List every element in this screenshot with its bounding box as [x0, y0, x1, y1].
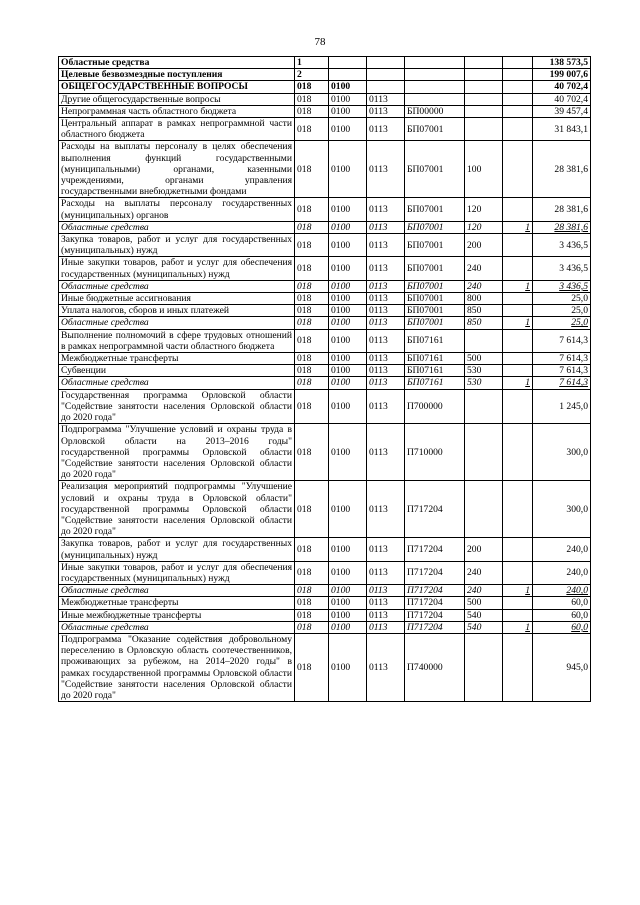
row-expense-type-cell: 200: [465, 234, 503, 257]
row-name-cell: Непрограммная часть областного бюджета: [59, 105, 295, 117]
row-expense-type-cell: 850: [465, 305, 503, 317]
row-expense-type-cell: [465, 389, 503, 424]
table-row: [59, 293, 591, 305]
row-expense-type-cell: [465, 118, 503, 141]
row-source-cell: 1: [503, 621, 533, 633]
row-target-article-cell: БП00000: [405, 105, 465, 117]
row-sum-cell: 28 381,6: [533, 141, 591, 198]
row-target-article-cell: П717204: [405, 597, 465, 609]
row-expense-type-cell: [465, 57, 503, 69]
table-row: [59, 353, 591, 365]
row-section-cell: 0100: [329, 481, 367, 538]
row-code-cell: 018: [295, 329, 329, 352]
row-code-cell: 018: [295, 633, 329, 701]
row-target-article-cell: П717204: [405, 621, 465, 633]
table-row: [59, 118, 591, 141]
row-source-cell: [503, 57, 533, 69]
row-name-cell: Областные средства: [59, 57, 295, 69]
row-code-cell: 018: [295, 377, 329, 389]
row-subsection-cell: 0113: [367, 118, 405, 141]
row-target-article-cell: БП07001: [405, 141, 465, 198]
row-sum-cell: 240,0: [533, 538, 591, 561]
row-target-article-cell: БП07001: [405, 257, 465, 280]
row-target-article-cell: [405, 81, 465, 93]
row-subsection-cell: [367, 81, 405, 93]
row-name-cell: Областные средства: [59, 280, 295, 292]
row-section-cell: 0100: [329, 329, 367, 352]
row-expense-type-cell: 800: [465, 293, 503, 305]
table-row: [59, 329, 591, 352]
row-target-article-cell: П717204: [405, 561, 465, 584]
row-source-cell: [503, 365, 533, 377]
row-code-cell: 018: [295, 221, 329, 233]
row-code-cell: 018: [295, 424, 329, 481]
table-row: [59, 597, 591, 609]
row-name-cell: Подпрограмма "Улучшение условий и охраны труда в Орловской области на 2013–2016 годы" государственной программы Орловской области "Содействие занятости населения Орловской области до 2020 года": [59, 424, 295, 481]
row-expense-type-cell: 850: [465, 317, 503, 329]
row-subsection-cell: 0113: [367, 389, 405, 424]
row-subsection-cell: 0113: [367, 353, 405, 365]
row-section-cell: 0100: [329, 118, 367, 141]
row-expense-type-cell: 530: [465, 377, 503, 389]
row-target-article-cell: П717204: [405, 609, 465, 621]
row-code-cell: 018: [295, 257, 329, 280]
row-expense-type-cell: [465, 329, 503, 352]
row-source-cell: [503, 353, 533, 365]
row-code-cell: 018: [295, 621, 329, 633]
table-row: [59, 221, 591, 233]
row-section-cell: [329, 57, 367, 69]
row-sum-cell: 3 436,5: [533, 280, 591, 292]
row-source-cell: [503, 257, 533, 280]
table-row: [59, 365, 591, 377]
row-name-cell: Иные закупки товаров, работ и услуг для обеспечения государственных (муниципальных) нужд: [59, 257, 295, 280]
row-code-cell: 1: [295, 57, 329, 69]
row-expense-type-cell: [465, 93, 503, 105]
row-name-cell: Подпрограмма "Оказание содействия добровольному переселению в Орловскую область соотечественников, проживающих за рубежом, на 2014–2020 годы" в рамках государственной программы Орловской области "Содействие занятости населения Орловской области до 2020 года": [59, 633, 295, 701]
row-target-article-cell: БП07001: [405, 317, 465, 329]
row-source-cell: [503, 105, 533, 117]
row-code-cell: 018: [295, 141, 329, 198]
row-code-cell: 018: [295, 353, 329, 365]
row-source-cell: 1: [503, 221, 533, 233]
table-row: [59, 317, 591, 329]
row-code-cell: 018: [295, 280, 329, 292]
row-section-cell: 0100: [329, 597, 367, 609]
row-expense-type-cell: 240: [465, 585, 503, 597]
table-row: [59, 257, 591, 280]
table-row: [59, 305, 591, 317]
budget-table-body: [59, 57, 591, 702]
row-section-cell: 0100: [329, 221, 367, 233]
row-target-article-cell: БП07001: [405, 280, 465, 292]
row-expense-type-cell: 540: [465, 621, 503, 633]
row-subsection-cell: 0113: [367, 257, 405, 280]
row-section-cell: 0100: [329, 234, 367, 257]
row-name-cell: Областные средства: [59, 221, 295, 233]
row-name-cell: Закупка товаров, работ и услуг для государственных (муниципальных) нужд: [59, 234, 295, 257]
table-row: [59, 621, 591, 633]
row-expense-type-cell: 120: [465, 221, 503, 233]
row-section-cell: 0100: [329, 389, 367, 424]
row-sum-cell: 7 614,3: [533, 377, 591, 389]
row-source-cell: [503, 329, 533, 352]
row-subsection-cell: 0113: [367, 105, 405, 117]
row-section-cell: 0100: [329, 609, 367, 621]
row-subsection-cell: 0113: [367, 280, 405, 292]
row-code-cell: 018: [295, 585, 329, 597]
row-source-cell: [503, 118, 533, 141]
row-code-cell: 2: [295, 69, 329, 81]
row-subsection-cell: 0113: [367, 538, 405, 561]
row-source-cell: [503, 93, 533, 105]
row-code-cell: 018: [295, 118, 329, 141]
table-row: [59, 141, 591, 198]
row-sum-cell: 60,0: [533, 597, 591, 609]
row-code-cell: 018: [295, 481, 329, 538]
row-subsection-cell: 0113: [367, 424, 405, 481]
table-row: [59, 609, 591, 621]
row-target-article-cell: БП07161: [405, 365, 465, 377]
row-subsection-cell: 0113: [367, 293, 405, 305]
row-subsection-cell: 0113: [367, 198, 405, 221]
row-expense-type-cell: 530: [465, 365, 503, 377]
row-sum-cell: 31 843,1: [533, 118, 591, 141]
row-source-cell: [503, 293, 533, 305]
row-subsection-cell: [367, 57, 405, 69]
row-subsection-cell: 0113: [367, 377, 405, 389]
row-code-cell: 018: [295, 609, 329, 621]
row-target-article-cell: [405, 69, 465, 81]
row-subsection-cell: 0113: [367, 561, 405, 584]
row-expense-type-cell: [465, 424, 503, 481]
row-target-article-cell: БП07001: [405, 118, 465, 141]
row-code-cell: 018: [295, 317, 329, 329]
row-target-article-cell: БП07001: [405, 221, 465, 233]
row-expense-type-cell: 120: [465, 198, 503, 221]
table-row: [59, 633, 591, 701]
row-code-cell: 018: [295, 81, 329, 93]
row-name-cell: Закупка товаров, работ и услуг для государственных (муниципальных) нужд: [59, 538, 295, 561]
row-section-cell: 0100: [329, 538, 367, 561]
row-source-cell: [503, 597, 533, 609]
row-subsection-cell: 0113: [367, 621, 405, 633]
row-sum-cell: 300,0: [533, 481, 591, 538]
row-subsection-cell: 0113: [367, 633, 405, 701]
row-section-cell: 0100: [329, 424, 367, 481]
table-row: [59, 377, 591, 389]
row-subsection-cell: 0113: [367, 609, 405, 621]
row-name-cell: Расходы на выплаты персоналу государственных (муниципальных) органов: [59, 198, 295, 221]
row-name-cell: Межбюджетные трансферты: [59, 353, 295, 365]
row-source-cell: [503, 609, 533, 621]
row-source-cell: [503, 141, 533, 198]
page-number: 78: [314, 36, 326, 48]
row-source-cell: [503, 481, 533, 538]
row-subsection-cell: 0113: [367, 585, 405, 597]
row-subsection-cell: 0113: [367, 221, 405, 233]
row-source-cell: [503, 538, 533, 561]
row-source-cell: 1: [503, 585, 533, 597]
row-name-cell: Реализация мероприятий подпрограммы "Улучшение условий и охраны труда в Орловской области" государственной программы Орловской области "Содействие занятости населения Орловской области до 2020 года": [59, 481, 295, 538]
row-code-cell: 018: [295, 198, 329, 221]
row-expense-type-cell: 200: [465, 538, 503, 561]
row-section-cell: 0100: [329, 305, 367, 317]
row-subsection-cell: [367, 69, 405, 81]
row-name-cell: Областные средства: [59, 621, 295, 633]
row-target-article-cell: БП07001: [405, 293, 465, 305]
row-subsection-cell: 0113: [367, 365, 405, 377]
row-target-article-cell: БП07001: [405, 305, 465, 317]
row-sum-cell: 3 436,5: [533, 257, 591, 280]
row-name-cell: Иные бюджетные ассигнования: [59, 293, 295, 305]
row-target-article-cell: [405, 57, 465, 69]
row-sum-cell: 39 457,4: [533, 105, 591, 117]
row-target-article-cell: П740000: [405, 633, 465, 701]
row-section-cell: 0100: [329, 353, 367, 365]
row-section-cell: 0100: [329, 621, 367, 633]
row-subsection-cell: 0113: [367, 93, 405, 105]
row-sum-cell: 240,0: [533, 585, 591, 597]
row-name-cell: Иные межбюджетные трансферты: [59, 609, 295, 621]
row-source-cell: 1: [503, 377, 533, 389]
row-sum-cell: 28 381,6: [533, 198, 591, 221]
row-name-cell: Субвенции: [59, 365, 295, 377]
row-sum-cell: 7 614,3: [533, 353, 591, 365]
row-expense-type-cell: 240: [465, 561, 503, 584]
row-sum-cell: 199 007,6: [533, 69, 591, 81]
row-section-cell: 0100: [329, 585, 367, 597]
row-code-cell: 018: [295, 597, 329, 609]
row-section-cell: 0100: [329, 105, 367, 117]
row-code-cell: 018: [295, 305, 329, 317]
row-target-article-cell: П717204: [405, 481, 465, 538]
row-sum-cell: 7 614,3: [533, 365, 591, 377]
row-section-cell: 0100: [329, 317, 367, 329]
table-row: [59, 69, 591, 81]
row-subsection-cell: 0113: [367, 329, 405, 352]
row-target-article-cell: П700000: [405, 389, 465, 424]
row-target-article-cell: БП07161: [405, 353, 465, 365]
row-name-cell: ОБЩЕГОСУДАРСТВЕННЫЕ ВОПРОСЫ: [59, 81, 295, 93]
row-name-cell: Иные закупки товаров, работ и услуг для обеспечения государственных (муниципальных) нужд: [59, 561, 295, 584]
row-subsection-cell: 0113: [367, 481, 405, 538]
row-expense-type-cell: 500: [465, 597, 503, 609]
row-section-cell: 0100: [329, 257, 367, 280]
row-target-article-cell: БП07001: [405, 234, 465, 257]
row-sum-cell: 60,0: [533, 621, 591, 633]
row-sum-cell: 28 381,6: [533, 221, 591, 233]
row-source-cell: 1: [503, 280, 533, 292]
row-expense-type-cell: [465, 481, 503, 538]
table-row: [59, 389, 591, 424]
row-target-article-cell: БП07001: [405, 198, 465, 221]
table-row: [59, 198, 591, 221]
row-name-cell: Межбюджетные трансферты: [59, 597, 295, 609]
row-source-cell: [503, 305, 533, 317]
row-source-cell: [503, 81, 533, 93]
row-name-cell: Государственная программа Орловской области "Содействие занятости населения Орловской области до 2020 года": [59, 389, 295, 424]
row-source-cell: [503, 633, 533, 701]
row-sum-cell: 60,0: [533, 609, 591, 621]
row-sum-cell: 25,0: [533, 317, 591, 329]
row-code-cell: 018: [295, 389, 329, 424]
row-sum-cell: 40 702,4: [533, 93, 591, 105]
row-section-cell: 0100: [329, 561, 367, 584]
row-section-cell: 0100: [329, 280, 367, 292]
row-expense-type-cell: [465, 81, 503, 93]
row-subsection-cell: 0113: [367, 141, 405, 198]
row-expense-type-cell: 240: [465, 280, 503, 292]
row-code-cell: 018: [295, 561, 329, 584]
table-row: [59, 93, 591, 105]
row-name-cell: Областные средства: [59, 585, 295, 597]
row-section-cell: 0100: [329, 93, 367, 105]
row-code-cell: 018: [295, 234, 329, 257]
row-section-cell: 0100: [329, 81, 367, 93]
row-expense-type-cell: [465, 69, 503, 81]
row-section-cell: 0100: [329, 141, 367, 198]
row-expense-type-cell: [465, 105, 503, 117]
row-sum-cell: 40 702,4: [533, 81, 591, 93]
row-source-cell: [503, 69, 533, 81]
row-expense-type-cell: [465, 633, 503, 701]
row-expense-type-cell: 500: [465, 353, 503, 365]
row-name-cell: Областные средства: [59, 317, 295, 329]
row-code-cell: 018: [295, 365, 329, 377]
row-sum-cell: 7 614,3: [533, 329, 591, 352]
row-expense-type-cell: 540: [465, 609, 503, 621]
row-name-cell: Расходы на выплаты персоналу в целях обеспечения выполнения функций государственными (муниципальными) органами, казенными учреждениями, органами управления государственными внебюджетными фондами: [59, 141, 295, 198]
row-code-cell: 018: [295, 293, 329, 305]
table-row: [59, 234, 591, 257]
table-row: [59, 481, 591, 538]
row-section-cell: [329, 69, 367, 81]
row-subsection-cell: 0113: [367, 305, 405, 317]
row-target-article-cell: БП07161: [405, 329, 465, 352]
row-expense-type-cell: 100: [465, 141, 503, 198]
row-subsection-cell: 0113: [367, 597, 405, 609]
row-source-cell: 1: [503, 317, 533, 329]
row-sum-cell: 25,0: [533, 305, 591, 317]
row-code-cell: 018: [295, 538, 329, 561]
row-name-cell: Другие общегосударственные вопросы: [59, 93, 295, 105]
table-row: [59, 424, 591, 481]
row-sum-cell: 300,0: [533, 424, 591, 481]
row-sum-cell: 3 436,5: [533, 234, 591, 257]
row-source-cell: [503, 389, 533, 424]
row-section-cell: 0100: [329, 198, 367, 221]
row-source-cell: [503, 561, 533, 584]
row-subsection-cell: 0113: [367, 234, 405, 257]
row-target-article-cell: БП07161: [405, 377, 465, 389]
table-row: [59, 538, 591, 561]
row-source-cell: [503, 424, 533, 481]
table-row: [59, 561, 591, 584]
row-name-cell: Центральный аппарат в рамках непрограммной части областного бюджета: [59, 118, 295, 141]
table-row: [59, 81, 591, 93]
row-name-cell: Областные средства: [59, 377, 295, 389]
row-source-cell: [503, 234, 533, 257]
table-row: [59, 585, 591, 597]
row-target-article-cell: [405, 93, 465, 105]
row-sum-cell: 945,0: [533, 633, 591, 701]
row-expense-type-cell: 240: [465, 257, 503, 280]
budget-table: [58, 56, 591, 702]
row-source-cell: [503, 198, 533, 221]
row-section-cell: 0100: [329, 293, 367, 305]
row-section-cell: 0100: [329, 365, 367, 377]
row-target-article-cell: П710000: [405, 424, 465, 481]
row-name-cell: Выполнение полномочий в сфере трудовых отношений в рамках непрограммной части областного бюджета: [59, 329, 295, 352]
row-section-cell: 0100: [329, 633, 367, 701]
row-target-article-cell: П717204: [405, 585, 465, 597]
table-row: [59, 105, 591, 117]
row-sum-cell: 240,0: [533, 561, 591, 584]
row-name-cell: Целевые безвозмездные поступления: [59, 69, 295, 81]
row-target-article-cell: П717204: [405, 538, 465, 561]
row-code-cell: 018: [295, 93, 329, 105]
row-subsection-cell: 0113: [367, 317, 405, 329]
table-row: [59, 280, 591, 292]
row-code-cell: 018: [295, 105, 329, 117]
row-name-cell: Уплата налогов, сборов и иных платежей: [59, 305, 295, 317]
row-sum-cell: 25,0: [533, 293, 591, 305]
table-row: [59, 57, 591, 69]
row-section-cell: 0100: [329, 377, 367, 389]
row-sum-cell: 138 573,5: [533, 57, 591, 69]
row-sum-cell: 1 245,0: [533, 389, 591, 424]
